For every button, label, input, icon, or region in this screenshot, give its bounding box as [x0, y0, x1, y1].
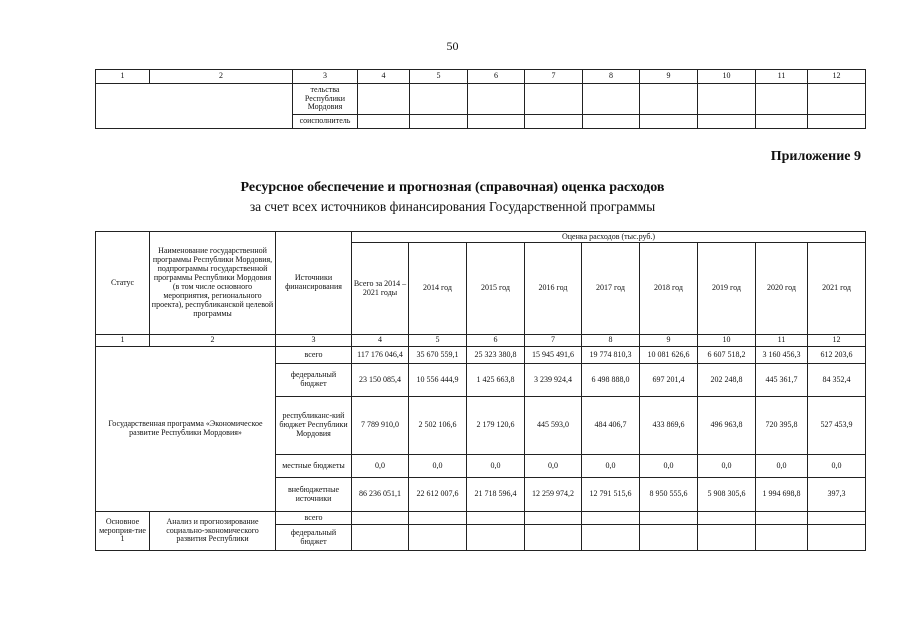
measure-name: Анализ и прогнозирование социально-экономического развития Республики	[150, 512, 276, 551]
value-cell: 19 774 810,3	[582, 347, 640, 364]
value-cell: 720 395,8	[756, 397, 808, 455]
value-cell: 2 502 106,6	[409, 397, 467, 455]
value-cell: 10 081 626,6	[640, 347, 698, 364]
col-number: 2	[150, 70, 293, 84]
page-number: 50	[446, 39, 459, 53]
value-cell: 0,0	[698, 455, 756, 478]
value-cell: 0,0	[756, 455, 808, 478]
value-cell: 35 670 559,1	[409, 347, 467, 364]
value-cell: 0,0	[640, 455, 698, 478]
source-cell: местные бюджеты	[276, 455, 352, 478]
appendix-label: Приложение 9	[770, 149, 861, 164]
value-cell: 8 950 555,6	[640, 478, 698, 512]
value-cell: 0,0	[582, 455, 640, 478]
header-year: 2016 год	[525, 243, 582, 335]
value-cell: 3 239 924,4	[525, 364, 582, 397]
value-cell: 445 593,0	[525, 397, 582, 455]
source-cell: всего	[276, 512, 352, 525]
value-cell: 496 963,8	[698, 397, 756, 455]
value-cell: 0,0	[352, 455, 409, 478]
header-year: 2014 год	[409, 243, 467, 335]
header-total: Всего за 2014 – 2021 годы	[352, 243, 409, 335]
value-cell: 0,0	[808, 455, 866, 478]
col-number: 10	[698, 70, 756, 84]
empty-cell	[96, 84, 293, 129]
value-cell: 22 612 007,6	[409, 478, 467, 512]
value-cell: 1 425 663,8	[467, 364, 525, 397]
col-number: 8	[583, 70, 640, 84]
table-row	[96, 512, 866, 525]
value-cell: 0,0	[467, 455, 525, 478]
continuation-header-row	[96, 70, 866, 84]
value-cell: 25 323 380,8	[467, 347, 525, 364]
header-year: 2020 год	[756, 243, 808, 335]
col-number: 6	[468, 70, 525, 84]
col-number: 5	[409, 335, 467, 347]
measure-status: Основное мероприя-тие 1	[96, 512, 150, 551]
source-cell: республиканс-кий бюджет Республики Мордовия	[276, 397, 352, 455]
header-year: 2018 год	[640, 243, 698, 335]
value-cell: 397,3	[808, 478, 866, 512]
col-number: 9	[640, 70, 698, 84]
col-number: 6	[467, 335, 525, 347]
col-number: 7	[525, 335, 582, 347]
col-number: 3	[293, 70, 358, 84]
col-number: 12	[808, 70, 866, 84]
source-cell: внебюджетные источники	[276, 478, 352, 512]
source-cell: тельства Республики Мордовия	[293, 84, 358, 115]
col-number: 2	[150, 335, 276, 347]
value-cell: 12 259 974,2	[525, 478, 582, 512]
header-year: 2021 год	[808, 243, 866, 335]
value-cell: 527 453,9	[808, 397, 866, 455]
value-cell: 7 789 910,0	[352, 397, 409, 455]
col-number: 12	[808, 335, 866, 347]
value-cell: 1 994 698,8	[756, 478, 808, 512]
col-number: 7	[525, 70, 583, 84]
header-row	[96, 232, 866, 243]
source-cell: федеральный бюджет	[276, 364, 352, 397]
value-cell: 84 352,4	[808, 364, 866, 397]
value-cell: 5 908 305,6	[698, 478, 756, 512]
header-year: 2019 год	[698, 243, 756, 335]
header-estimate-group: Оценка расходов (тыс.руб.)	[352, 232, 866, 243]
program-name: Государственная программа «Экономическое развитие Республики Мордовия»	[96, 347, 276, 512]
value-cell: 6 607 518,2	[698, 347, 756, 364]
value-cell: 10 556 444,9	[409, 364, 467, 397]
value-cell: 445 361,7	[756, 364, 808, 397]
header-year: 2017 год	[582, 243, 640, 335]
col-number: 11	[756, 70, 808, 84]
table-row	[96, 347, 866, 364]
col-number: 10	[698, 335, 756, 347]
expenditure-table	[95, 231, 866, 551]
col-number: 4	[358, 70, 410, 84]
value-cell: 484 406,7	[582, 397, 640, 455]
value-cell: 697 201,4	[640, 364, 698, 397]
col-number: 1	[96, 70, 150, 84]
col-number: 9	[640, 335, 698, 347]
value-cell: 3 160 456,3	[756, 347, 808, 364]
value-cell: 15 945 491,6	[525, 347, 582, 364]
value-cell: 0,0	[525, 455, 582, 478]
document-title: Ресурсное обеспечение и прогнозная (справочная) оценка расходов	[240, 180, 665, 195]
value-cell: 0,0	[409, 455, 467, 478]
value-cell: 6 498 888,0	[582, 364, 640, 397]
header-year: 2015 год	[467, 243, 525, 335]
source-cell: федеральный бюджет	[276, 525, 352, 551]
continuation-table	[95, 69, 866, 129]
col-number: 8	[582, 335, 640, 347]
value-cell: 86 236 051,1	[352, 478, 409, 512]
value-cell: 433 869,6	[640, 397, 698, 455]
col-number: 1	[96, 335, 150, 347]
value-cell: 202 248,8	[698, 364, 756, 397]
source-cell: всего	[276, 347, 352, 364]
col-number: 5	[410, 70, 468, 84]
value-cell: 612 203,6	[808, 347, 866, 364]
col-number: 3	[276, 335, 352, 347]
continuation-row	[96, 84, 866, 115]
header-sources: Источники финансирования	[276, 232, 352, 335]
value-cell: 2 179 120,6	[467, 397, 525, 455]
document-subtitle: за счет всех источников финансирования Государственной программы	[249, 199, 656, 214]
header-status: Статус	[96, 232, 150, 335]
value-cell: 23 150 085,4	[352, 364, 409, 397]
col-number: 4	[352, 335, 409, 347]
value-cell: 117 176 046,4	[352, 347, 409, 364]
value-cell: 12 791 515,6	[582, 478, 640, 512]
value-cell: 21 718 596,4	[467, 478, 525, 512]
header-name: Наименование государственной программы Республики Мордовия, подпрограммы государственной программы Республики Мордовия (в том числе основного мероприятия, регионального проекта), республиканской целевой программы	[150, 232, 276, 335]
source-cell: соисполнитель	[293, 115, 358, 129]
column-numbers-row	[96, 335, 866, 347]
col-number: 11	[756, 335, 808, 347]
